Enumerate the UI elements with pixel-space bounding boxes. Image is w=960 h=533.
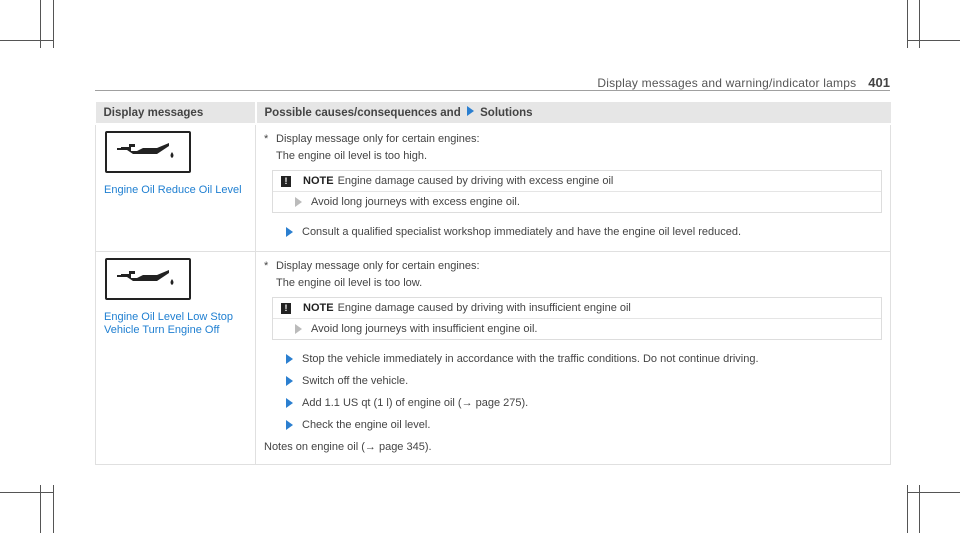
notice-step: Avoid long journeys with excess engine oil. bbox=[311, 196, 520, 208]
notice-text: Engine damage caused by driving with insufficient engine oil bbox=[337, 302, 631, 314]
crop-mark bbox=[53, 485, 54, 533]
page-header bbox=[95, 74, 890, 91]
display-message-text: Engine Oil Level Low Stop Vehicle Turn Engine Off bbox=[104, 311, 234, 336]
step-arrow-icon bbox=[295, 197, 302, 207]
cause-text: The engine oil level is too high. bbox=[276, 150, 428, 162]
warning-icon: ! bbox=[281, 303, 291, 314]
step-arrow-icon bbox=[295, 324, 302, 334]
crop-mark bbox=[0, 492, 53, 493]
section-title: Display messages and warning/indicator lamps bbox=[597, 76, 857, 90]
solution-step: Stop the vehicle immediately in accordance with the traffic conditions. Do not continue driving. bbox=[264, 348, 882, 370]
solution-step: Consult a qualified specialist workshop immediately and have the engine oil level reduced. bbox=[264, 221, 882, 243]
notice-label: NOTE bbox=[303, 175, 334, 187]
display-message-text: Engine Oil Reduce Oil Level bbox=[104, 184, 242, 196]
notice-text: Engine damage caused by driving with excess engine oil bbox=[337, 175, 614, 187]
crop-mark bbox=[53, 0, 54, 48]
crop-mark bbox=[0, 40, 53, 41]
cause-text: The engine oil level is too low. bbox=[276, 277, 423, 289]
star-note: * Display message only for certain engines: bbox=[264, 133, 480, 145]
col-header-display-messages: Display messages bbox=[96, 102, 256, 124]
star-note: * Display message only for certain engines: bbox=[264, 260, 480, 272]
message-cell bbox=[96, 124, 256, 252]
footer-note: Notes on engine oil (→ page 345). bbox=[264, 441, 432, 453]
message-cell bbox=[96, 252, 256, 465]
page-number: 401 bbox=[868, 75, 890, 90]
causes-cell bbox=[256, 124, 891, 252]
table-row bbox=[96, 252, 891, 465]
notice-step: Avoid long journeys with insufficient engine oil. bbox=[311, 323, 538, 335]
crop-mark bbox=[907, 40, 960, 41]
notice-box bbox=[272, 297, 882, 340]
col-header-causes: Possible causes/consequences and Solutions bbox=[256, 102, 891, 124]
engine-oil-icon bbox=[105, 258, 191, 300]
table-row bbox=[96, 124, 891, 252]
solution-step: Switch off the vehicle. bbox=[264, 370, 882, 392]
crop-mark bbox=[907, 492, 960, 493]
step-arrow-icon bbox=[286, 354, 293, 364]
engine-oil-icon bbox=[105, 131, 191, 173]
causes-cell bbox=[256, 252, 891, 465]
notice-box bbox=[272, 170, 882, 213]
table-header-row bbox=[96, 102, 891, 124]
notice-label: NOTE bbox=[303, 302, 334, 314]
solution-step: Add 1.1 US qt (1 l) of engine oil (→ page 275). bbox=[264, 392, 882, 414]
warning-icon: ! bbox=[281, 176, 291, 187]
step-arrow-icon bbox=[286, 227, 293, 237]
solution-step: Check the engine oil level. bbox=[264, 414, 882, 436]
step-arrow-icon bbox=[286, 376, 293, 386]
step-arrow-icon bbox=[286, 398, 293, 408]
play-arrow-icon bbox=[467, 106, 474, 116]
step-arrow-icon bbox=[286, 420, 293, 430]
display-messages-table bbox=[95, 102, 891, 465]
